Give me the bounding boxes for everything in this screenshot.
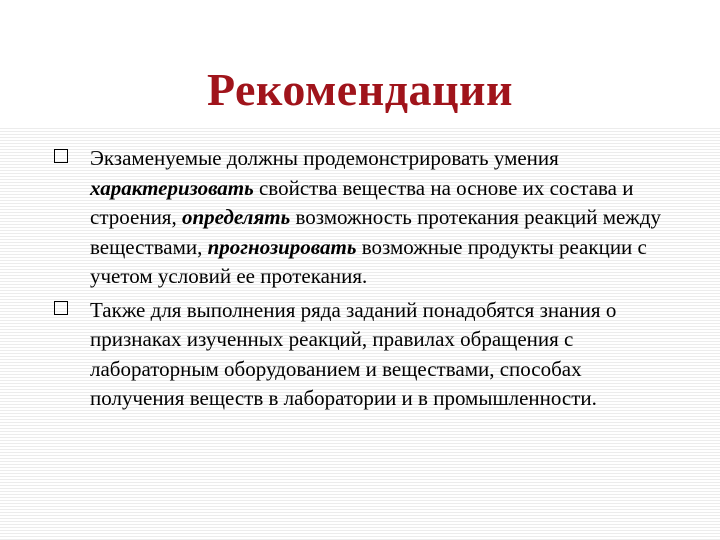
bullet-1-keyword-1: характеризовать xyxy=(90,175,254,200)
bullet-1-keyword-3: прогнозировать xyxy=(207,234,357,259)
bullet-1-text-3: возможность протекания реакций между веществами, xyxy=(90,205,662,259)
slide-title: Рекомендации xyxy=(207,64,513,115)
bullet-1-keyword-2: определять xyxy=(181,205,291,229)
bullet-2-text: Также для выполнения ряда заданий понадобятся знания о признаках изученных реакций, правилах обращения с лабораторным оборудованием и веществами, способах получения веществ в лаборатории и в промышленности. xyxy=(90,297,617,410)
bullet-1-text-2: свойства вещества на основе их состава и строения, xyxy=(90,175,634,229)
bullet-item-2 xyxy=(46,296,666,414)
bullet-1-text-1: Экзаменуемые должны продемонстрировать умения xyxy=(90,146,559,170)
slide-content xyxy=(46,144,666,418)
bullet-1-text-4: возможные продукты реакции с учетом условий ее протекания. xyxy=(90,234,647,288)
hollow-square-icon xyxy=(54,301,68,315)
bullet-item-1 xyxy=(46,144,666,292)
hollow-square-icon xyxy=(54,149,68,163)
